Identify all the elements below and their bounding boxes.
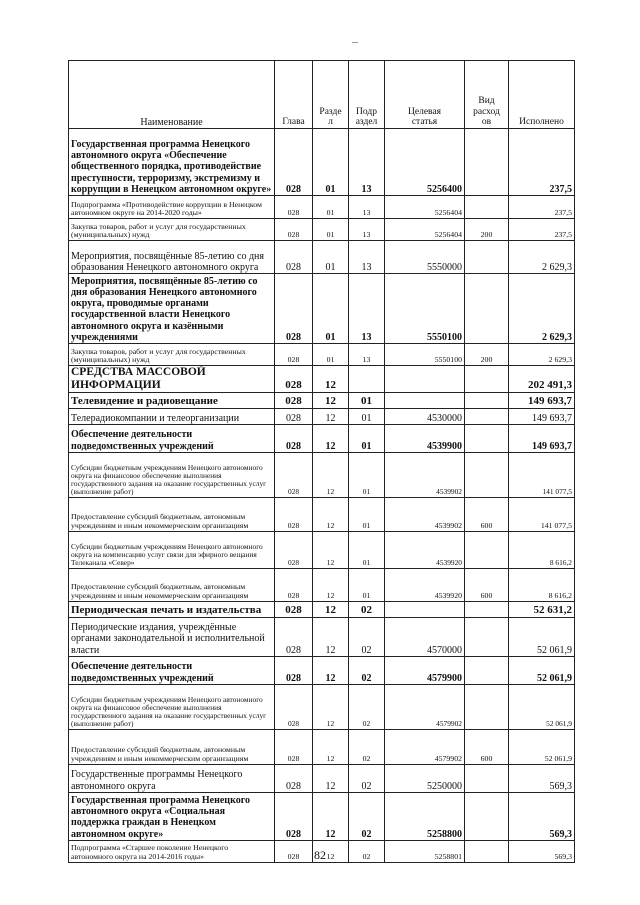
cell-name: Обеспечение деятельности подведомственных учреждений: [69, 424, 275, 452]
cell-name: Периодические издания, учреждённые органами законодательной и исполнительной власти: [69, 617, 275, 656]
table-row: [69, 424, 575, 452]
cell-podrazdel: 13: [349, 196, 385, 219]
budget-table: [68, 60, 575, 863]
cell-target: 5256400: [385, 129, 465, 196]
table-row: [69, 129, 575, 196]
cell-podrazdel: 01: [349, 392, 385, 408]
table-row: [69, 392, 575, 408]
cell-glava: 028: [275, 531, 313, 568]
cell-target: 5250000: [385, 764, 465, 792]
cell-target: 4570000: [385, 617, 465, 656]
cell-done: 237,5: [509, 129, 575, 196]
cell-name: Государственная программа Ненецкого автономного округа «Социальная поддержка граждан в Ненецком автономном округе»: [69, 792, 275, 840]
cell-name: Телерадиокомпании и телеорганизации: [69, 408, 275, 424]
cell-glava: 028: [275, 392, 313, 408]
cell-podrazdel: 13: [349, 219, 385, 241]
cell-vid: [465, 452, 509, 497]
cell-done: 149 693,7: [509, 392, 575, 408]
cell-podrazdel: 02: [349, 601, 385, 617]
cell-razdel: 12: [313, 408, 349, 424]
cell-name: Предоставление субсидий бюджетным, автономным учреждениям и иным некоммерческим организациям: [69, 729, 275, 764]
cell-vid: [465, 531, 509, 568]
table-row: [69, 684, 575, 729]
cell-podrazdel: 02: [349, 729, 385, 764]
cell-target: 5550100: [385, 274, 465, 344]
table-row: [69, 196, 575, 219]
table-row: [69, 452, 575, 497]
cell-razdel: 01: [313, 129, 349, 196]
table-row: [69, 344, 575, 366]
cell-razdel: 01: [313, 274, 349, 344]
cell-target: 4539920: [385, 531, 465, 568]
cell-name: Мероприятия, посвящённые 85-летию со дня образования Ненецкого автономного округа, проводимые органами государственной власти Ненецкого автономного округа и казёнными учреждениями: [69, 274, 275, 344]
cell-name: Субсидии бюджетным учреждениям Ненецкого автономного округа на финансовое обеспечение выполнения государственного задания на оказание государственных услуг (выполнение работ): [69, 452, 275, 497]
cell-glava: 028: [275, 684, 313, 729]
cell-podrazdel: 02: [349, 684, 385, 729]
table-row: [69, 617, 575, 656]
cell-razdel: 12: [313, 568, 349, 601]
cell-podrazdel: 01: [349, 497, 385, 531]
cell-razdel: 12: [313, 452, 349, 497]
cell-name: Государственная программа Ненецкого автономного округа «Обеспечение общественного порядка, противодействие преступности, терроризму, экстремизму и коррупции в Ненецком автономном округе»: [69, 129, 275, 196]
cell-vid: [465, 366, 509, 393]
cell-vid: [465, 764, 509, 792]
cell-name: Субсидии бюджетным учреждениям Ненецкого автономного округа на компенсацию услуг связи для эфирного вещания Телеканала «Север»: [69, 531, 275, 568]
table-row: [69, 601, 575, 617]
cell-glava: 028: [275, 241, 313, 274]
cell-glava: 028: [275, 497, 313, 531]
cell-target: 5256404: [385, 219, 465, 241]
table-row: [69, 729, 575, 764]
cell-razdel: 01: [313, 344, 349, 366]
cell-vid: [465, 196, 509, 219]
cell-glava: 028: [275, 424, 313, 452]
table-row: [69, 408, 575, 424]
cell-done: 2 629,3: [509, 274, 575, 344]
cell-podrazdel: 13: [349, 129, 385, 196]
cell-glava: 028: [275, 344, 313, 366]
table-row: [69, 568, 575, 601]
cell-razdel: 12: [313, 729, 349, 764]
cell-target: [385, 392, 465, 408]
cell-done: 8 616,2: [509, 531, 575, 568]
cell-target: 4579902: [385, 729, 465, 764]
cell-razdel: 12: [313, 684, 349, 729]
cell-done: 237,5: [509, 219, 575, 241]
cell-podrazdel: 13: [349, 344, 385, 366]
table-row: [69, 219, 575, 241]
cell-vid: 600: [465, 568, 509, 601]
cell-name: Предоставление субсидий бюджетным, автономным учреждениям и иным некоммерческим организациям: [69, 497, 275, 531]
cell-name: Телевидение и радиовещание: [69, 392, 275, 408]
cell-vid: [465, 792, 509, 840]
cell-target: 5258800: [385, 792, 465, 840]
table-header-row: [69, 61, 575, 129]
cell-name: СРЕДСТВА МАССОВОЙ ИНФОРМАЦИИ: [69, 366, 275, 393]
cell-vid: [465, 424, 509, 452]
cell-done: 2 629,3: [509, 241, 575, 274]
cell-glava: 028: [275, 568, 313, 601]
cell-razdel: 12: [313, 764, 349, 792]
cell-podrazdel: 01: [349, 531, 385, 568]
header-done: Исполнено: [509, 61, 575, 129]
cell-name: Мероприятия, посвящённые 85-летию со дня образования Ненецкого автономного округа: [69, 241, 275, 274]
cell-glava: 028: [275, 617, 313, 656]
cell-glava: 028: [275, 840, 313, 862]
header-razdel: Разде л: [313, 61, 349, 129]
cell-vid: [465, 656, 509, 684]
cell-razdel: 12: [313, 497, 349, 531]
cell-target: 4579902: [385, 684, 465, 729]
cell-done: 149 693,7: [509, 408, 575, 424]
cell-target: 5256404: [385, 196, 465, 219]
cell-glava: 028: [275, 792, 313, 840]
cell-done: 52 061,9: [509, 729, 575, 764]
table-row: [69, 764, 575, 792]
table-row: [69, 792, 575, 840]
cell-razdel: 12: [313, 840, 349, 862]
cell-name: Периодическая печать и издательства: [69, 601, 275, 617]
cell-done: 141 077,5: [509, 452, 575, 497]
cell-podrazdel: 01: [349, 568, 385, 601]
cell-razdel: 12: [313, 424, 349, 452]
cell-name: Субсидии бюджетным учреждениям Ненецкого автономного округа на финансовое обеспечение выполнения государственного задания на оказание государственных услуг (выполнение работ): [69, 684, 275, 729]
header-podrazdel: Подр аздел: [349, 61, 385, 129]
cell-done: 569,3: [509, 840, 575, 862]
cell-target: 4539902: [385, 452, 465, 497]
cell-target: 4539920: [385, 568, 465, 601]
cell-name: Подпрограмма «Противодействие коррупции в Ненецком автономном округе на 2014-2020 годы»: [69, 196, 275, 219]
cell-done: 2 629,3: [509, 344, 575, 366]
cell-glava: 028: [275, 729, 313, 764]
table-row: [69, 531, 575, 568]
cell-done: 52 061,9: [509, 656, 575, 684]
cell-glava: 028: [275, 219, 313, 241]
cell-podrazdel: 01: [349, 452, 385, 497]
table-row: [69, 497, 575, 531]
cell-podrazdel: [349, 366, 385, 393]
header-target: Целевая статья: [385, 61, 465, 129]
cell-razdel: 01: [313, 196, 349, 219]
cell-target: 4539902: [385, 497, 465, 531]
cell-target: 5258801: [385, 840, 465, 862]
cell-name: Подпрограмма «Старшее поколение Ненецкого автономного округа на 2014-2016 годы»: [69, 840, 275, 862]
cell-glava: 028: [275, 274, 313, 344]
cell-razdel: 12: [313, 656, 349, 684]
cell-done: 52 631,2: [509, 601, 575, 617]
cell-done: 202 491,3: [509, 366, 575, 393]
page-number: 82: [314, 848, 326, 862]
cell-done: 52 061,9: [509, 617, 575, 656]
table-body: [69, 129, 575, 863]
cell-done: 237,5: [509, 196, 575, 219]
cell-done: 8 616,2: [509, 568, 575, 601]
header-vid: Вид расход ов: [465, 61, 509, 129]
cell-razdel: 01: [313, 241, 349, 274]
cell-glava: 028: [275, 452, 313, 497]
cell-podrazdel: 02: [349, 792, 385, 840]
cell-target: [385, 601, 465, 617]
cell-razdel: 12: [313, 601, 349, 617]
cell-name: Предоставление субсидий бюджетным, автономным учреждениям и иным некоммерческим организациям: [69, 568, 275, 601]
cell-podrazdel: 02: [349, 840, 385, 862]
cell-done: 569,3: [509, 792, 575, 840]
cell-vid: [465, 684, 509, 729]
cell-target: 4539900: [385, 424, 465, 452]
cell-glava: 028: [275, 366, 313, 393]
cell-vid: [465, 129, 509, 196]
cell-podrazdel: 01: [349, 408, 385, 424]
cell-razdel: 12: [313, 366, 349, 393]
table-row: [69, 241, 575, 274]
cell-razdel: 12: [313, 531, 349, 568]
cell-done: 149 693,7: [509, 424, 575, 452]
cell-glava: 028: [275, 656, 313, 684]
cell-vid: [465, 601, 509, 617]
cell-podrazdel: 02: [349, 764, 385, 792]
cell-glava: 028: [275, 764, 313, 792]
cell-glava: 028: [275, 408, 313, 424]
cell-glava: 028: [275, 129, 313, 196]
table-row: [69, 366, 575, 393]
cell-vid: 600: [465, 729, 509, 764]
cell-razdel: 12: [313, 617, 349, 656]
cell-vid: [465, 274, 509, 344]
cell-razdel: 12: [313, 792, 349, 840]
cell-podrazdel: 02: [349, 617, 385, 656]
cell-razdel: 01: [313, 219, 349, 241]
cell-podrazdel: 02: [349, 656, 385, 684]
cell-vid: [465, 408, 509, 424]
cell-name: Закупка товаров, работ и услуг для государственных (муниципальных) нужд: [69, 344, 275, 366]
cell-target: 5550000: [385, 241, 465, 274]
cell-target: 4530000: [385, 408, 465, 424]
cell-done: 569,3: [509, 764, 575, 792]
scan-mark: [352, 42, 358, 43]
cell-vid: 200: [465, 219, 509, 241]
cell-target: [385, 366, 465, 393]
cell-glava: 028: [275, 196, 313, 219]
cell-podrazdel: 13: [349, 241, 385, 274]
table-row: [69, 656, 575, 684]
cell-done: 52 061,9: [509, 684, 575, 729]
cell-vid: 200: [465, 344, 509, 366]
cell-podrazdel: 01: [349, 424, 385, 452]
header-glava: Глава: [275, 61, 313, 129]
cell-glava: 028: [275, 601, 313, 617]
cell-vid: [465, 392, 509, 408]
cell-name: Закупка товаров, работ и услуг для государственных (муниципальных) нужд: [69, 219, 275, 241]
header-name: Наименование: [69, 61, 275, 129]
cell-vid: [465, 241, 509, 274]
cell-vid: [465, 617, 509, 656]
cell-done: 141 077,5: [509, 497, 575, 531]
cell-target: 5550100: [385, 344, 465, 366]
cell-podrazdel: 13: [349, 274, 385, 344]
cell-name: Обеспечение деятельности подведомственных учреждений: [69, 656, 275, 684]
cell-vid: 600: [465, 497, 509, 531]
cell-name: Государственные программы Ненецкого автономного округа: [69, 764, 275, 792]
cell-target: 4579900: [385, 656, 465, 684]
cell-razdel: 12: [313, 392, 349, 408]
table-row: [69, 274, 575, 344]
